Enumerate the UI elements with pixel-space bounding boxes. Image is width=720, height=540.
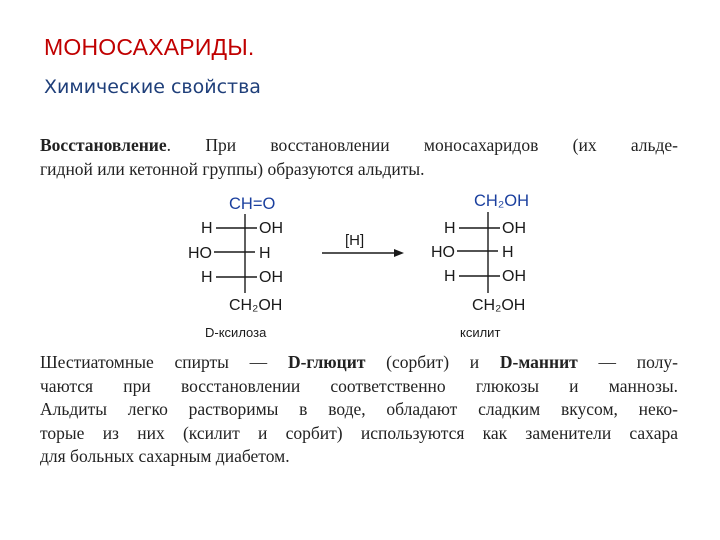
xylose-row3-left: H <box>201 269 213 286</box>
xylose-name: D-ксилоза <box>205 325 267 340</box>
reagent-label: [H] <box>345 232 365 249</box>
xylitol-structure <box>431 192 529 340</box>
paragraph-line: гидной или кетонной группы) образуются альдиты. <box>40 158 425 179</box>
xylitol-row1-left: H <box>444 220 456 237</box>
paragraph-text: . При восстановлении моносахаридов (их альде- <box>166 135 678 155</box>
paragraph-line <box>40 351 678 375</box>
xylose-row1-right: OH <box>259 220 283 237</box>
xylose-row1-left: H <box>201 220 213 237</box>
paragraph-line: торые из них (ксилит и сорбит) используются как заменители сахара <box>40 422 678 443</box>
xylitol-name: ксилит <box>460 325 501 340</box>
xylitol-bottom-group: CH₂OH <box>472 297 526 314</box>
xylitol-row1-right: OH <box>502 220 526 237</box>
xylose-row2-right: H <box>259 245 271 262</box>
xylitol-row3-right: OH <box>502 268 526 285</box>
xylitol-row2-left: HO <box>431 244 455 261</box>
xylose-row2-left: HO <box>188 245 212 262</box>
xylose-top-group: CH=O <box>229 195 276 213</box>
xylitol-row3-left: H <box>444 268 456 285</box>
paragraph-line: Альдиты легко растворимы в воде, обладают сладким вкусом, неко- <box>40 399 678 419</box>
paragraph-text: (сорбит) и <box>365 352 500 372</box>
slide-subtitle: Химические свойства <box>44 76 261 98</box>
reduction-term: Восстановление <box>40 135 167 155</box>
xylose-row3-right: OH <box>259 269 283 286</box>
reduction-arrow <box>322 232 404 257</box>
slide-title: МОНОСАХАРИДЫ. <box>44 34 255 60</box>
paragraph-line: для больных сахарным диабетом. <box>40 446 290 466</box>
mannitol-term: D-маннит <box>499 352 578 372</box>
xylitol-top-group: CH₂OH <box>474 192 529 210</box>
glucitol-term: D-глюцит <box>287 352 366 372</box>
xylitol-row2-right: H <box>502 244 514 261</box>
xylose-structure <box>188 195 283 340</box>
paragraph-text: Шестиатомные спирты — <box>40 352 288 372</box>
alditols-paragraph <box>40 351 678 469</box>
paragraph-line: чаются при восстановлении соответственно глюкозы и маннозы. <box>40 375 678 396</box>
xylose-bottom-group: CH₂OH <box>229 297 283 314</box>
paragraph-text: — полу- <box>577 352 678 372</box>
